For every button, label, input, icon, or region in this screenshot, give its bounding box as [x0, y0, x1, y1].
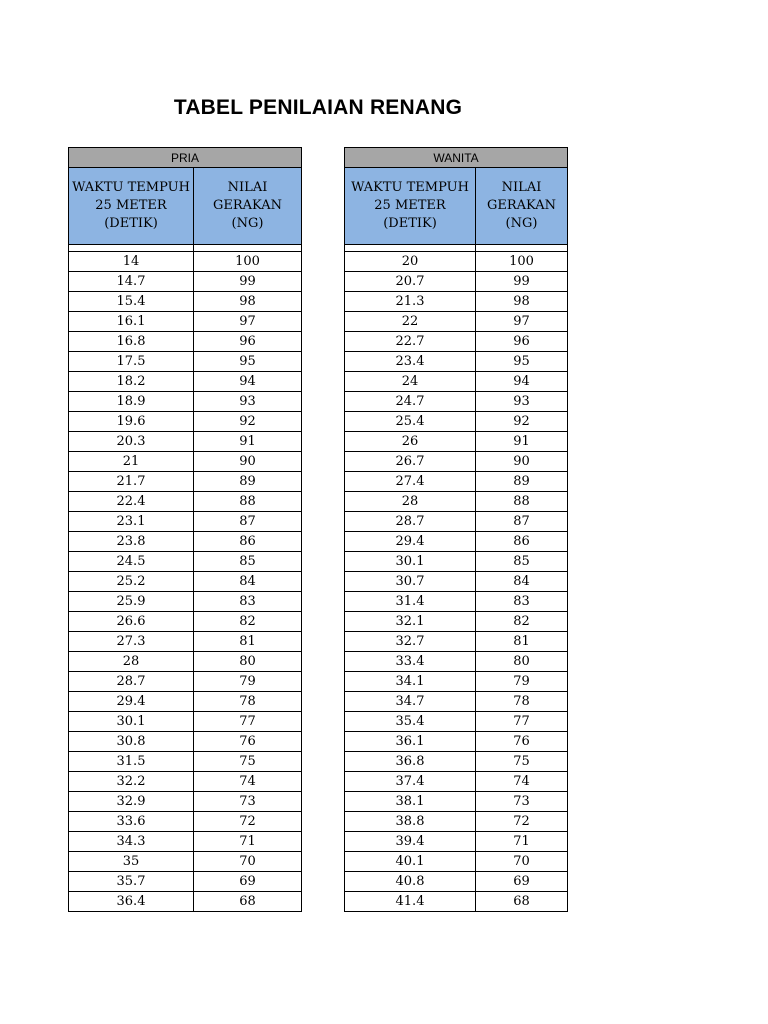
time-cell: 39.4 [345, 832, 476, 852]
time-cell: 25.4 [345, 412, 476, 432]
score-cell: 100 [476, 252, 568, 272]
table-row [345, 612, 568, 632]
score-cell: 86 [194, 532, 302, 552]
table-row [69, 652, 302, 672]
table-row [69, 812, 302, 832]
time-cell: 38.8 [345, 812, 476, 832]
table-row [69, 632, 302, 652]
score-cell: 89 [194, 472, 302, 492]
score-cell: 93 [476, 392, 568, 412]
score-cell: 68 [194, 892, 302, 912]
score-cell: 77 [194, 712, 302, 732]
score-cell: 88 [194, 492, 302, 512]
time-cell: 38.1 [345, 792, 476, 812]
time-cell: 40.8 [345, 872, 476, 892]
time-cell: 19.6 [69, 412, 194, 432]
table-row [69, 852, 302, 872]
time-cell: 34.3 [69, 832, 194, 852]
time-cell: 27.4 [345, 472, 476, 492]
score-cell: 100 [194, 252, 302, 272]
time-cell: 20.7 [345, 272, 476, 292]
wanita-group-header: WANITA [345, 148, 568, 168]
time-cell: 36.8 [345, 752, 476, 772]
time-cell: 14 [69, 252, 194, 272]
time-cell: 33.4 [345, 652, 476, 672]
score-cell: 81 [194, 632, 302, 652]
score-cell: 97 [476, 312, 568, 332]
score-cell: 85 [194, 552, 302, 572]
table-row [69, 792, 302, 812]
score-cell: 94 [194, 372, 302, 392]
time-cell: 41.4 [345, 892, 476, 912]
pria-table-body [69, 252, 302, 912]
table-row [69, 872, 302, 892]
time-cell: 35.4 [345, 712, 476, 732]
time-cell: 33.6 [69, 812, 194, 832]
table-row [69, 312, 302, 332]
time-cell: 27.3 [69, 632, 194, 652]
time-cell: 18.9 [69, 392, 194, 412]
table-row [345, 652, 568, 672]
score-cell: 73 [476, 792, 568, 812]
score-cell: 96 [194, 332, 302, 352]
table-row [69, 452, 302, 472]
table-row [69, 472, 302, 492]
score-cell: 85 [476, 552, 568, 572]
time-cell: 30.7 [345, 572, 476, 592]
score-cell: 70 [194, 852, 302, 872]
time-cell: 30.1 [69, 712, 194, 732]
time-cell: 32.7 [345, 632, 476, 652]
time-cell: 29.4 [69, 692, 194, 712]
score-cell: 79 [194, 672, 302, 692]
score-cell: 97 [194, 312, 302, 332]
score-cell: 99 [476, 272, 568, 292]
table-row [345, 292, 568, 312]
score-cell: 76 [194, 732, 302, 752]
table-row [345, 372, 568, 392]
time-cell: 24.7 [345, 392, 476, 412]
table-row [345, 752, 568, 772]
score-cell: 71 [476, 832, 568, 852]
time-cell: 22.4 [69, 492, 194, 512]
pria-group-header: PRIA [69, 148, 302, 168]
score-cell: 80 [194, 652, 302, 672]
table-row [345, 632, 568, 652]
pria-time-column-header: WAKTU TEMPUH 25 METER (DETIK) [69, 168, 194, 245]
score-cell: 72 [194, 812, 302, 832]
score-cell: 87 [194, 512, 302, 532]
score-cell: 74 [476, 772, 568, 792]
score-cell: 84 [476, 572, 568, 592]
table-row [69, 732, 302, 752]
score-cell: 93 [194, 392, 302, 412]
table-row [345, 312, 568, 332]
wanita-score-column-header: NILAI GERAKAN (NG) [476, 168, 568, 245]
time-cell: 36.4 [69, 892, 194, 912]
score-cell: 72 [476, 812, 568, 832]
table-row [345, 792, 568, 812]
table-row [69, 532, 302, 552]
table-row [345, 452, 568, 472]
time-cell: 31.4 [345, 592, 476, 612]
time-cell: 24.5 [69, 552, 194, 572]
table-row [345, 252, 568, 272]
table-row [345, 572, 568, 592]
table-row [345, 332, 568, 352]
time-cell: 25.9 [69, 592, 194, 612]
wanita-table-body [345, 252, 568, 912]
table-row [69, 672, 302, 692]
score-cell: 75 [476, 752, 568, 772]
score-cell: 78 [194, 692, 302, 712]
table-row [345, 812, 568, 832]
score-cell: 83 [476, 592, 568, 612]
score-cell: 79 [476, 672, 568, 692]
score-cell: 75 [194, 752, 302, 772]
time-cell: 34.1 [345, 672, 476, 692]
table-row [345, 832, 568, 852]
table-row [69, 892, 302, 912]
table-row [69, 712, 302, 732]
time-cell: 30.1 [345, 552, 476, 572]
time-cell: 29.4 [345, 532, 476, 552]
table-row [69, 552, 302, 572]
score-cell: 69 [476, 872, 568, 892]
score-cell: 92 [194, 412, 302, 432]
time-cell: 14.7 [69, 272, 194, 292]
table-row [69, 352, 302, 372]
table-row [345, 772, 568, 792]
time-cell: 20.3 [69, 432, 194, 452]
score-cell: 82 [194, 612, 302, 632]
pria-score-column-header: NILAI GERAKAN (NG) [194, 168, 302, 245]
table-row [69, 692, 302, 712]
score-cell: 96 [476, 332, 568, 352]
score-cell: 80 [476, 652, 568, 672]
table-row [345, 352, 568, 372]
time-cell: 31.5 [69, 752, 194, 772]
page-title: TABEL PENILAIAN RENANG [173, 96, 463, 119]
pria-table [68, 147, 302, 912]
time-cell: 20 [345, 252, 476, 272]
score-cell: 88 [476, 492, 568, 512]
time-cell: 16.1 [69, 312, 194, 332]
table-row [69, 572, 302, 592]
time-cell: 32.1 [345, 612, 476, 632]
time-cell: 36.1 [345, 732, 476, 752]
time-cell: 15.4 [69, 292, 194, 312]
time-cell: 40.1 [345, 852, 476, 872]
time-cell: 30.8 [69, 732, 194, 752]
score-cell: 69 [194, 872, 302, 892]
wanita-table [344, 147, 568, 912]
table-row [69, 252, 302, 272]
table-row [69, 412, 302, 432]
score-cell: 90 [194, 452, 302, 472]
score-cell: 76 [476, 732, 568, 752]
table-row [345, 392, 568, 412]
score-cell: 92 [476, 412, 568, 432]
time-cell: 24 [345, 372, 476, 392]
time-cell: 28.7 [69, 672, 194, 692]
time-cell: 22.7 [345, 332, 476, 352]
table-row [345, 472, 568, 492]
table-row [345, 532, 568, 552]
table-row [69, 392, 302, 412]
time-cell: 21 [69, 452, 194, 472]
table-row [345, 732, 568, 752]
time-cell: 25.2 [69, 572, 194, 592]
time-cell: 26 [345, 432, 476, 452]
table-row [69, 272, 302, 292]
table-row [345, 412, 568, 432]
score-cell: 98 [476, 292, 568, 312]
time-cell: 23.4 [345, 352, 476, 372]
table-spacer [69, 245, 302, 252]
score-cell: 87 [476, 512, 568, 532]
table-row [69, 832, 302, 852]
time-cell: 28.7 [345, 512, 476, 532]
score-cell: 91 [476, 432, 568, 452]
time-cell: 22 [345, 312, 476, 332]
table-row [69, 292, 302, 312]
time-cell: 18.2 [69, 372, 194, 392]
time-cell: 28 [345, 492, 476, 512]
table-row [345, 892, 568, 912]
time-cell: 21.7 [69, 472, 194, 492]
score-cell: 89 [476, 472, 568, 492]
table-row [69, 432, 302, 452]
time-cell: 23.1 [69, 512, 194, 532]
score-cell: 94 [476, 372, 568, 392]
table-row [69, 752, 302, 772]
table-spacer [345, 245, 568, 252]
score-cell: 78 [476, 692, 568, 712]
table-row [345, 852, 568, 872]
score-cell: 82 [476, 612, 568, 632]
table-row [345, 672, 568, 692]
time-cell: 35.7 [69, 872, 194, 892]
score-cell: 98 [194, 292, 302, 312]
time-cell: 21.3 [345, 292, 476, 312]
table-row [69, 492, 302, 512]
table-row [69, 612, 302, 632]
score-cell: 68 [476, 892, 568, 912]
time-cell: 23.8 [69, 532, 194, 552]
time-cell: 32.2 [69, 772, 194, 792]
table-row [69, 332, 302, 352]
score-cell: 95 [476, 352, 568, 372]
table-row [69, 512, 302, 532]
table-row [345, 872, 568, 892]
score-cell: 70 [476, 852, 568, 872]
table-row [345, 592, 568, 612]
score-cell: 86 [476, 532, 568, 552]
table-row [345, 552, 568, 572]
score-cell: 73 [194, 792, 302, 812]
score-cell: 90 [476, 452, 568, 472]
table-row [345, 432, 568, 452]
table-row [69, 372, 302, 392]
score-cell: 99 [194, 272, 302, 292]
time-cell: 32.9 [69, 792, 194, 812]
time-cell: 35 [69, 852, 194, 872]
score-cell: 83 [194, 592, 302, 612]
score-cell: 77 [476, 712, 568, 732]
wanita-time-column-header: WAKTU TEMPUH 25 METER (DETIK) [345, 168, 476, 245]
score-cell: 81 [476, 632, 568, 652]
table-row [345, 512, 568, 532]
table-row [345, 492, 568, 512]
time-cell: 28 [69, 652, 194, 672]
score-cell: 91 [194, 432, 302, 452]
time-cell: 17.5 [69, 352, 194, 372]
table-row [69, 592, 302, 612]
table-row [345, 272, 568, 292]
table-row [69, 772, 302, 792]
score-cell: 74 [194, 772, 302, 792]
table-row [345, 712, 568, 732]
score-cell: 95 [194, 352, 302, 372]
time-cell: 16.8 [69, 332, 194, 352]
table-row [345, 692, 568, 712]
score-cell: 71 [194, 832, 302, 852]
time-cell: 26.7 [345, 452, 476, 472]
time-cell: 26.6 [69, 612, 194, 632]
time-cell: 37.4 [345, 772, 476, 792]
time-cell: 34.7 [345, 692, 476, 712]
score-cell: 84 [194, 572, 302, 592]
